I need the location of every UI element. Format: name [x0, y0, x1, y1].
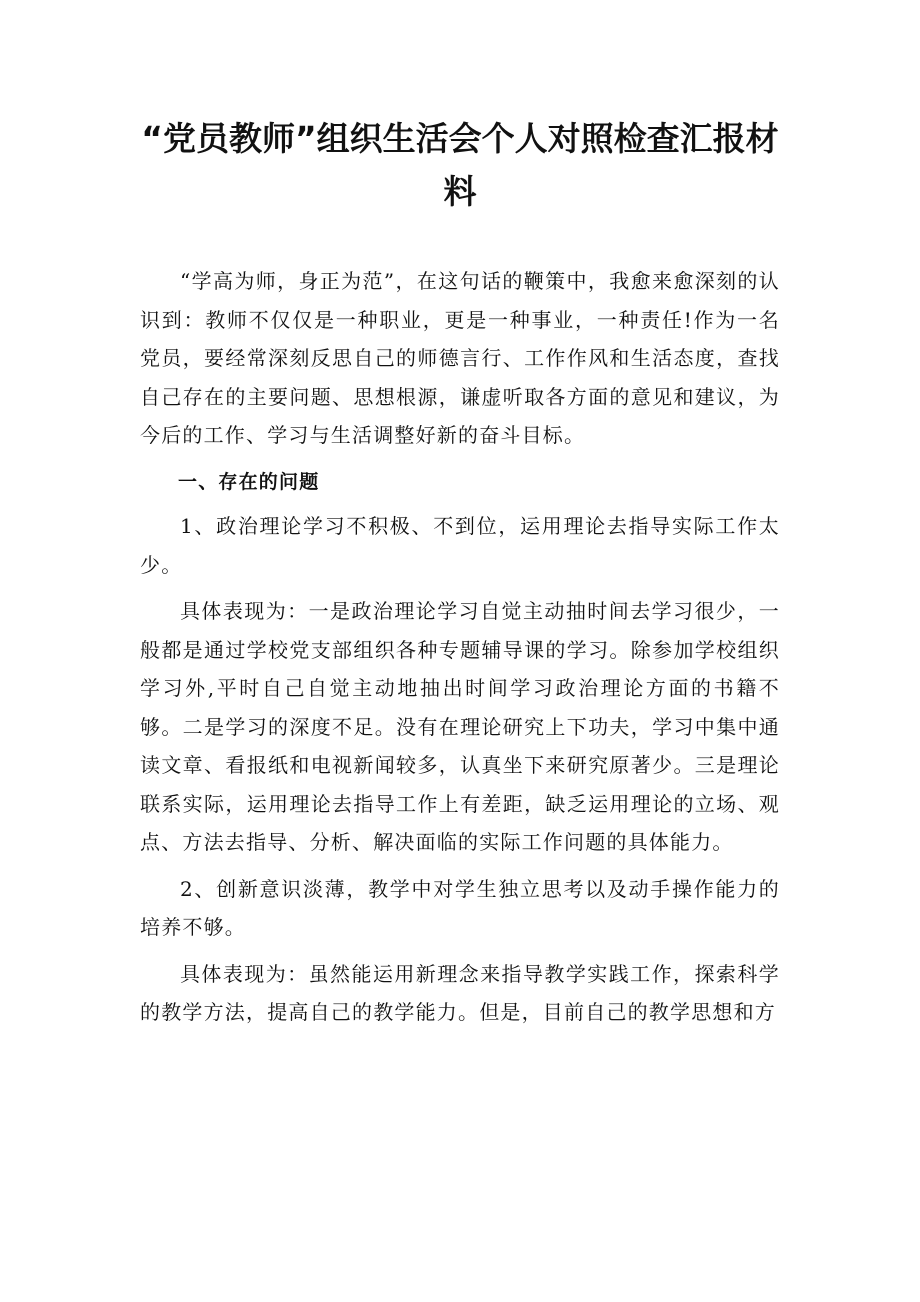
document-body — [140, 262, 780, 1032]
problem-1-heading: 1、政治理论学习不积极、不到位，运用理论去指导实际工作太少。 — [140, 514, 780, 577]
problem-2-heading: 2、创新意识淡薄，教学中对学生独立思考以及动手操作能力的培养不够。 — [140, 876, 780, 939]
section-heading-problems: 一、存在的问题 — [178, 470, 320, 493]
problem-1-details: 具体表现为：一是政治理论学习自觉主动抽时间去学习很少，一般都是通过学校党支部组织各种专题辅导课的学习。除参加学校组织学习外,平时自己自觉主动地抽出时间学习政治理论方面的书籍不够。二是学习的深度不足。没有在理论研究上下功夫，学习中集中通读文章、看报纸和电视新闻较多，认真坐下来研究原著少。三是理论联系实际，运用理论去指导工作上有差距，缺乏运用理论的立场、观点、方法去指导、分析、解决面临的实际工作问题的具体能力。 — [140, 599, 780, 854]
problem-2-details: 具体表现为：虽然能运用新理念来指导教学实践工作，探索科学的教学方法，提高自己的教学能力。但是，目前自己的教学思想和方 — [140, 961, 780, 1024]
intro-paragraph: “学高为师，身正为范”，在这句话的鞭策中，我愈来愈深刻的认识到：教师不仅仅是一种职业，更是一种事业，一种责任!作为一名党员，要经常深刻反思自己的师德言行、工作作风和生活态度，查找自己存在的主要问题、思想根源，谦虚听取各方面的意见和建议，为今后的工作、学习与生活调整好新的奋斗目标。 — [140, 269, 780, 447]
document-title: “党员教师”组织生活会个人对照检查汇报材料 — [141, 119, 779, 211]
